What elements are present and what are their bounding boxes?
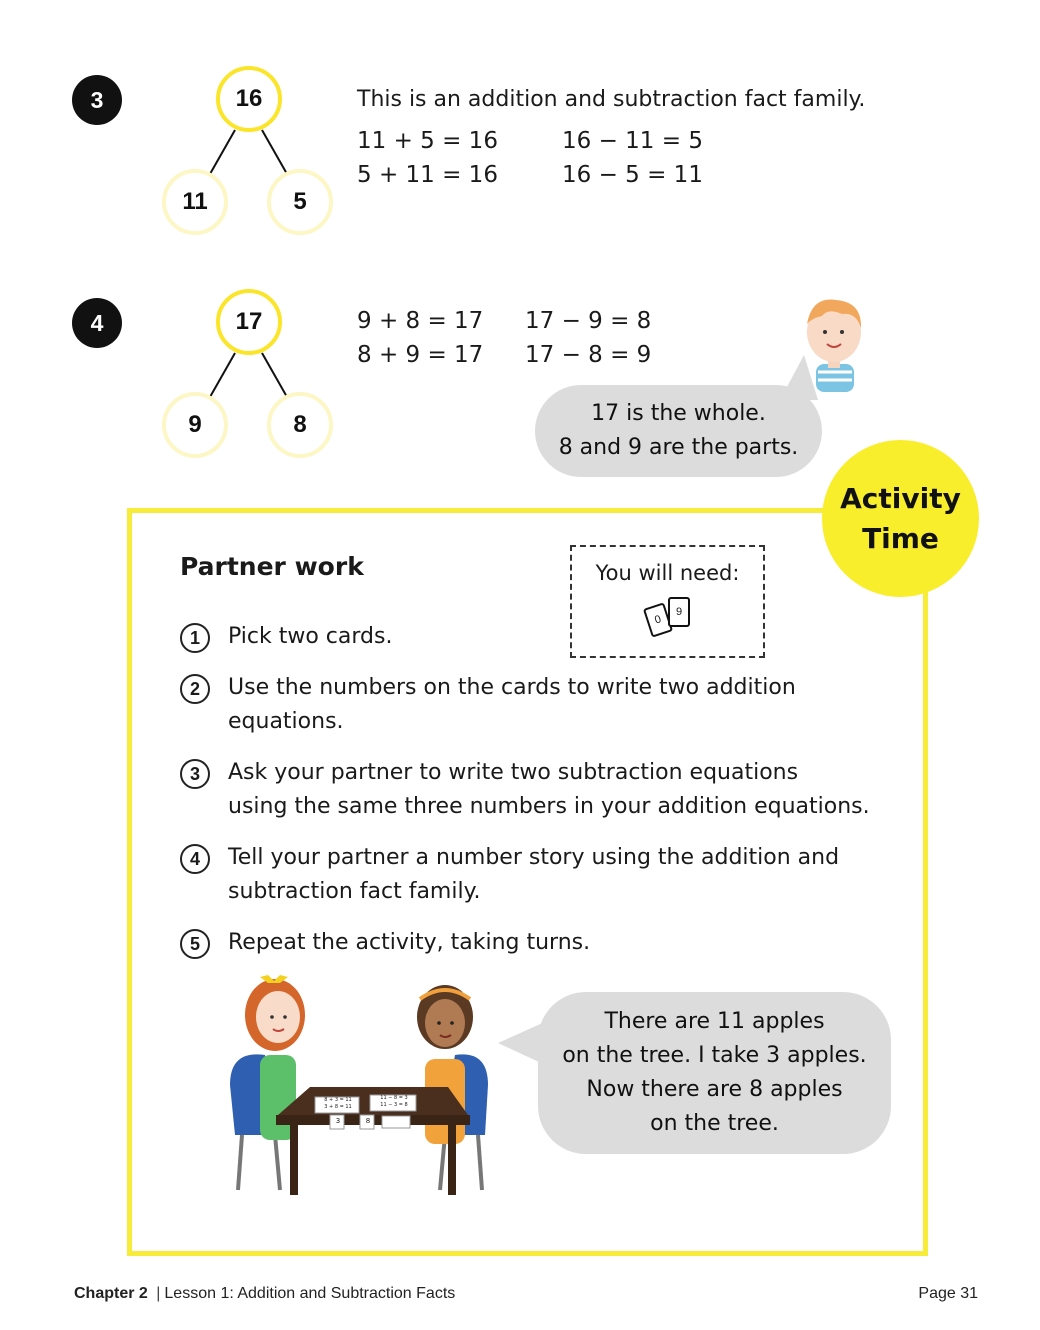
number-bond-4: [162, 289, 337, 461]
speech-line: There are 11 apples: [604, 1009, 825, 1034]
step-number: 5: [180, 929, 210, 959]
badge-line: Activity: [840, 481, 961, 515]
equation: 17 − 8 = 9: [525, 342, 652, 368]
table-card: 11 − 8 = 3 11 − 3 = 8: [380, 1095, 408, 1108]
speech-line: on the tree. I take 3 apples.: [562, 1043, 867, 1068]
table-card: 3: [335, 1117, 341, 1125]
question-number-3: 3: [72, 75, 122, 125]
question-number-4: 4: [72, 298, 122, 348]
step-text: Use the numbers on the cards to write two addition equations.: [228, 675, 796, 734]
speech-line: 8 and 9 are the parts.: [558, 435, 799, 460]
footer-divider: |: [156, 1285, 161, 1302]
equation: 9 + 8 = 17: [357, 308, 484, 334]
speech-line: 17 is the whole.: [591, 401, 766, 426]
bond-whole: 17: [216, 289, 282, 355]
table-card: 8: [365, 1117, 371, 1125]
step-text: Repeat the activity, taking turns.: [228, 930, 591, 955]
step-text: Pick two cards.: [228, 624, 393, 649]
speech-line: on the tree.: [650, 1111, 779, 1136]
fact-family-intro: This is an addition and subtraction fact family.: [357, 87, 866, 112]
speech-line: Now there are 8 apples: [586, 1077, 843, 1102]
children-at-table-illustration: [220, 975, 500, 1205]
equation: 11 + 5 = 16: [357, 128, 498, 154]
equation: 16 − 5 = 11: [562, 162, 703, 188]
equation: 17 − 9 = 8: [525, 308, 652, 334]
bond-part-left: 9: [162, 392, 228, 458]
badge-line: Time: [862, 521, 939, 555]
bond-part-right: 5: [267, 169, 333, 235]
speech-bubble-whole-parts: [535, 385, 822, 477]
step-number: 3: [180, 759, 210, 789]
number-card: 0: [643, 602, 673, 637]
number-card: 9: [668, 597, 690, 627]
activity-title: Partner work: [180, 552, 364, 581]
activity-time-badge: [822, 440, 979, 597]
bond-part-right: 8: [267, 392, 333, 458]
bond-whole: 16: [216, 66, 282, 132]
step-number: 1: [180, 623, 210, 653]
footer-page-number: Page 31: [918, 1285, 978, 1302]
equation: 8 + 9 = 17: [357, 342, 484, 368]
step-number: 4: [180, 844, 210, 874]
you-will-need-label: You will need:: [595, 561, 740, 585]
footer-chapter: Chapter 2: [74, 1285, 148, 1302]
step-number: 2: [180, 674, 210, 704]
footer-lesson-title: Lesson 1: Addition and Subtraction Facts: [164, 1285, 456, 1302]
speech-bubble-number-story: [538, 992, 891, 1154]
equation: 5 + 11 = 16: [357, 162, 498, 188]
number-bond-3: [162, 66, 337, 238]
footer-lesson: [74, 1285, 455, 1303]
bond-part-left: 11: [162, 169, 228, 235]
table-card: 8 + 3 = 11 3 + 8 = 11: [324, 1097, 352, 1110]
equation: 16 − 11 = 5: [562, 128, 703, 154]
step-text: Ask your partner to write two subtraction equations using the same three numbers in your addition equations.: [228, 760, 870, 819]
step-text: Tell your partner a number story using the addition and subtraction fact family.: [228, 845, 840, 904]
